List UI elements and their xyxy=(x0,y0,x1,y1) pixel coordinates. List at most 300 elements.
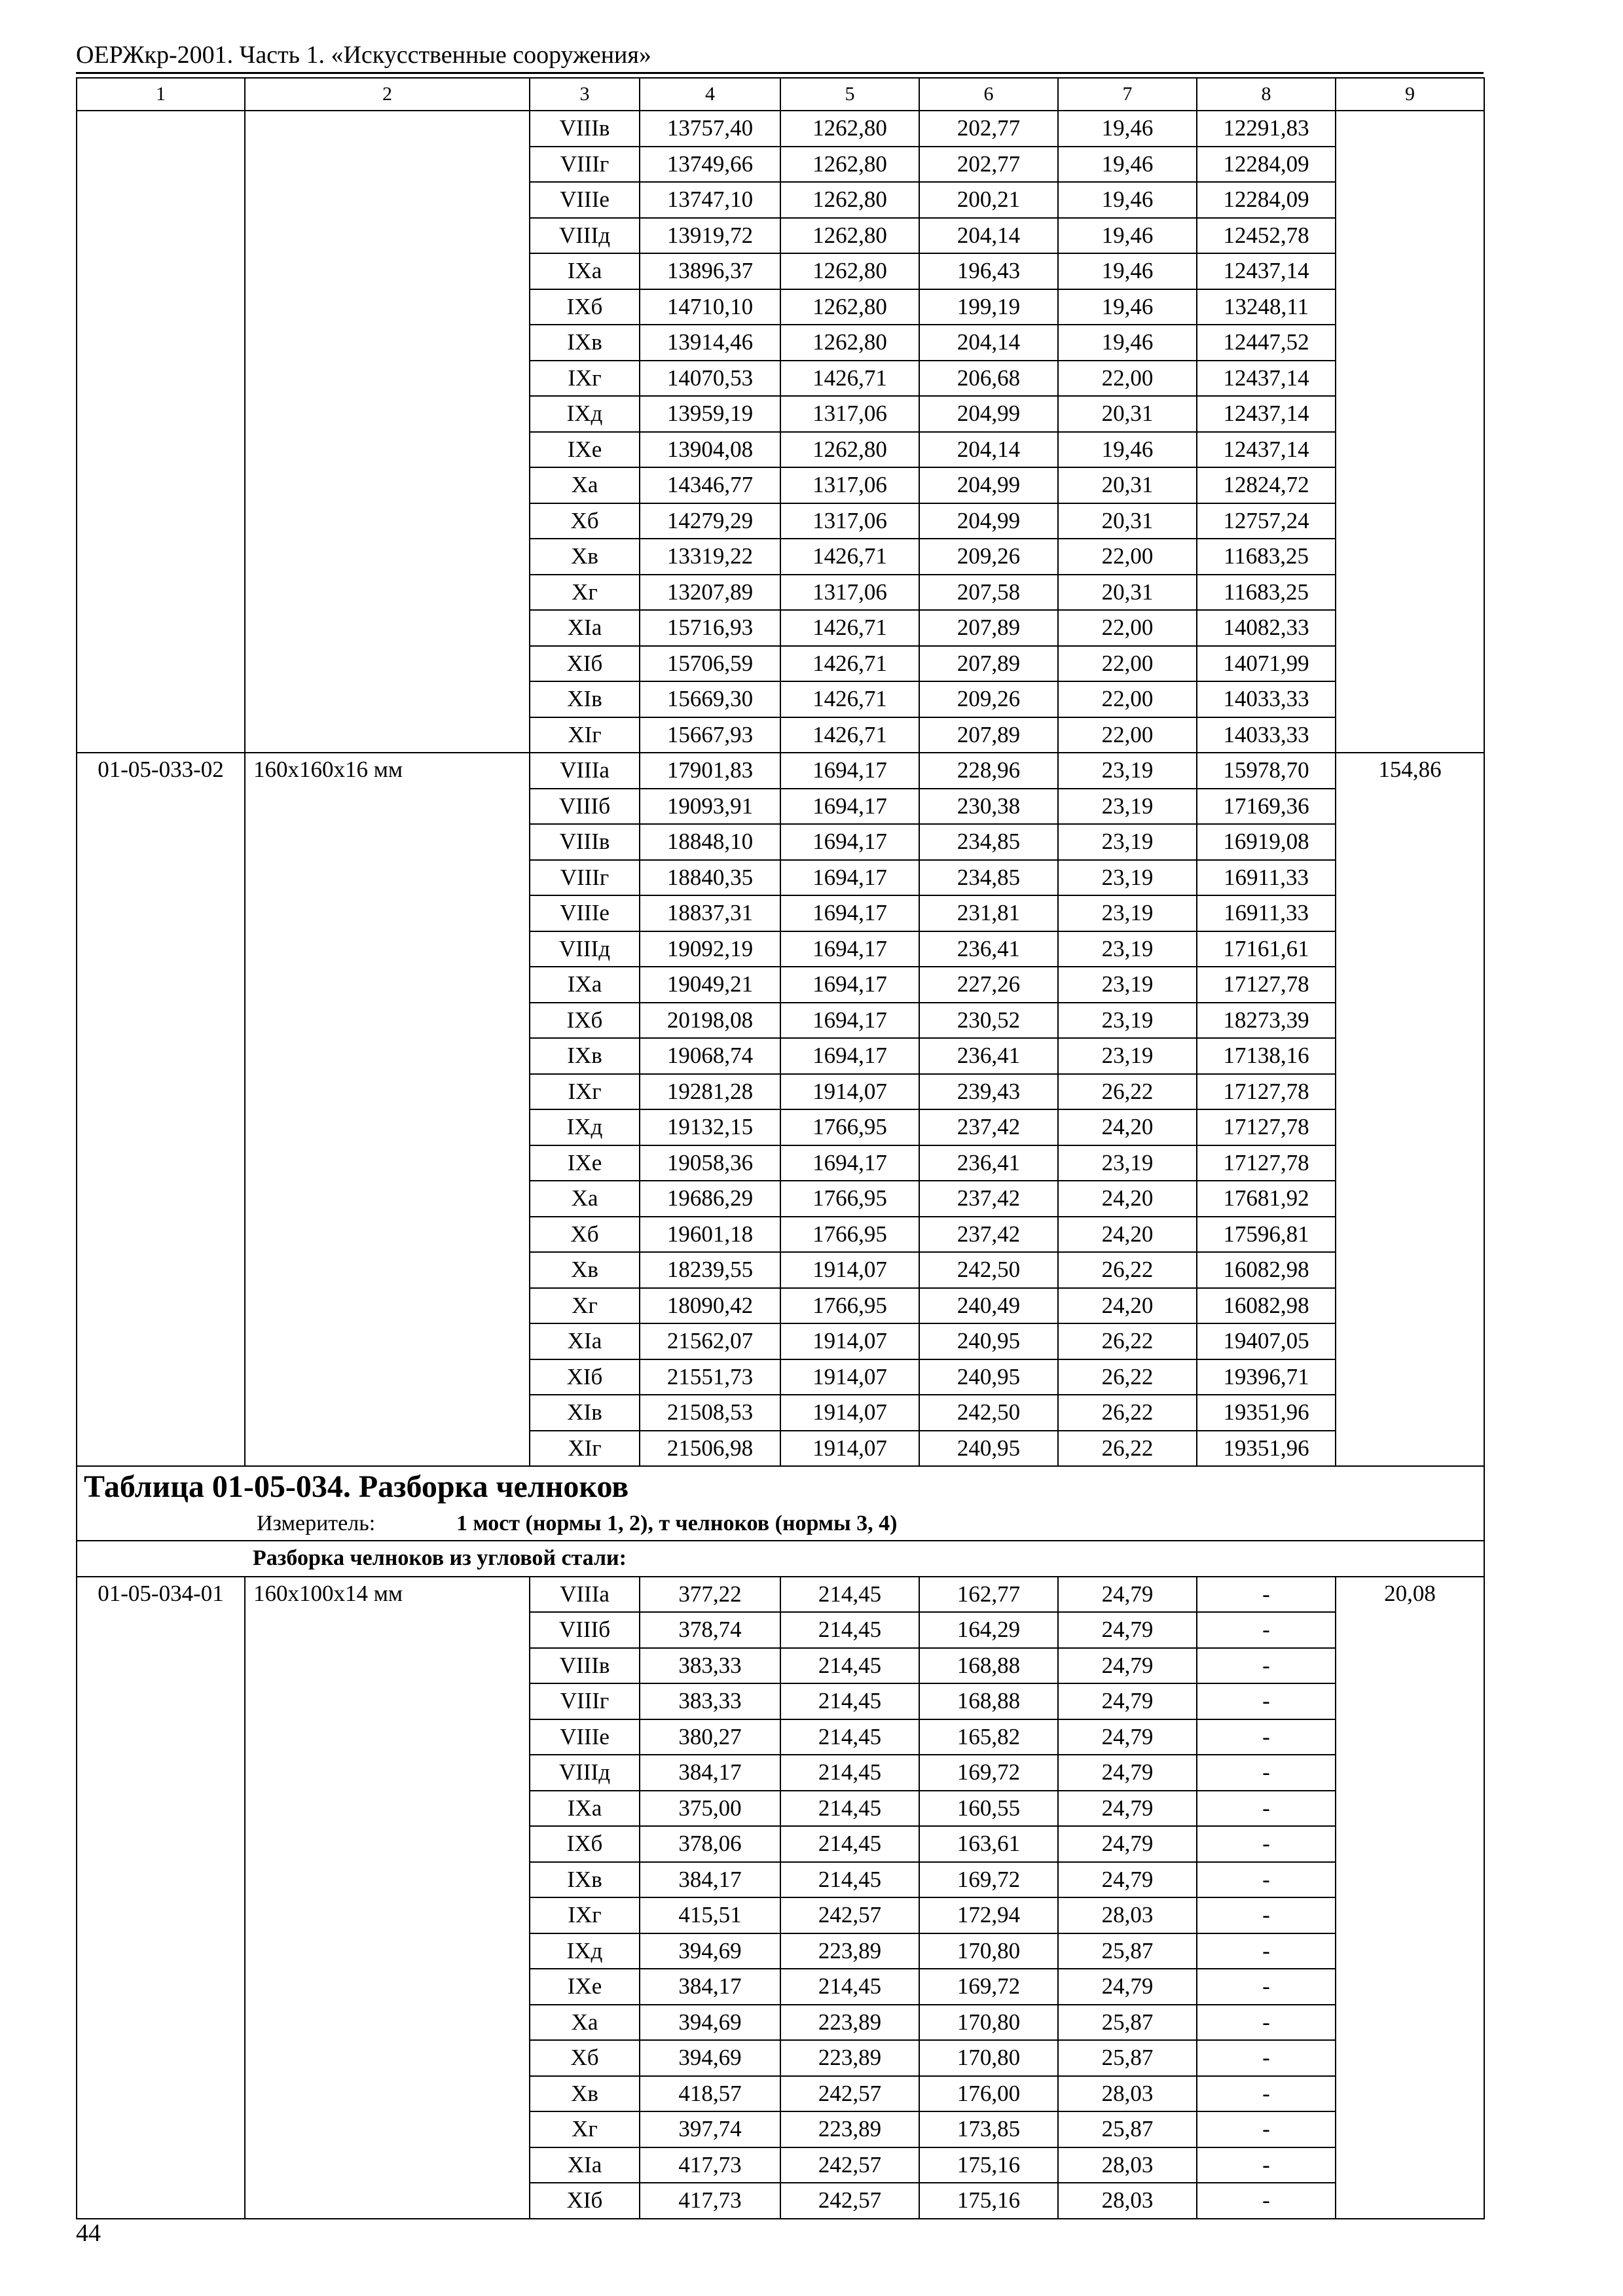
page-number: 44 xyxy=(76,2219,101,2247)
value-cell: 1317,06 xyxy=(780,575,919,611)
value-cell: 394,69 xyxy=(640,2005,780,2041)
value-cell: 18848,10 xyxy=(640,824,780,860)
value-cell: 176,00 xyxy=(919,2076,1058,2112)
value-cell: 17681,92 xyxy=(1197,1181,1336,1217)
zone-cell: VIIIв xyxy=(530,824,640,860)
value-cell: 26,22 xyxy=(1058,1252,1197,1288)
value-cell: 170,80 xyxy=(919,2040,1058,2076)
value-cell: 1262,80 xyxy=(780,147,919,183)
value-cell: 384,17 xyxy=(640,1969,780,2005)
value-cell: 11683,25 xyxy=(1197,575,1336,611)
value-cell: 239,43 xyxy=(919,1074,1058,1110)
subheading: Разборка челноков из угловой стали: xyxy=(245,1541,1484,1577)
column-number: 4 xyxy=(640,78,780,111)
value-cell: - xyxy=(1197,1826,1336,1862)
document-header: ОЕРЖкр-2001. Часть 1. «Искусственные сооружения» xyxy=(76,41,651,69)
value-cell: 21562,07 xyxy=(640,1323,780,1359)
value-cell: 1426,71 xyxy=(780,717,919,753)
value-cell: 20,31 xyxy=(1058,467,1197,503)
zone-cell: VIIIб xyxy=(530,789,640,825)
value-cell: 168,88 xyxy=(919,1683,1058,1719)
value-cell: 375,00 xyxy=(640,1791,780,1827)
value-cell: 209,26 xyxy=(919,681,1058,717)
value-cell: 214,45 xyxy=(780,1969,919,2005)
measure-cell xyxy=(77,1507,1484,1541)
value-cell: 17596,81 xyxy=(1197,1217,1336,1253)
value-cell: 242,57 xyxy=(780,1897,919,1933)
value-cell: 418,57 xyxy=(640,2076,780,2112)
value-cell: 14033,33 xyxy=(1197,717,1336,753)
value-cell: 28,03 xyxy=(1058,1897,1197,1933)
value-cell: 11683,25 xyxy=(1197,539,1336,575)
value-cell: 1694,17 xyxy=(780,1145,919,1181)
value-cell: 240,49 xyxy=(919,1288,1058,1324)
value-cell: 25,87 xyxy=(1058,2111,1197,2147)
value-cell: 1914,07 xyxy=(780,1323,919,1359)
value-cell: 14033,33 xyxy=(1197,681,1336,717)
value-cell: 1262,80 xyxy=(780,325,919,361)
value-cell: 12824,72 xyxy=(1197,467,1336,503)
value-cell: 383,33 xyxy=(640,1648,780,1684)
value-cell: 175,16 xyxy=(919,2183,1058,2219)
value-cell: 242,57 xyxy=(780,2183,919,2219)
value-cell: 19601,18 xyxy=(640,1217,780,1253)
value-cell: 204,14 xyxy=(919,325,1058,361)
value-cell: 380,27 xyxy=(640,1719,780,1755)
value-cell: 13959,19 xyxy=(640,396,780,432)
value-cell: 19686,29 xyxy=(640,1181,780,1217)
value-cell: 14279,29 xyxy=(640,503,780,539)
value-cell: 18837,31 xyxy=(640,895,780,931)
value-cell: 1426,71 xyxy=(780,646,919,682)
value-cell: 1262,80 xyxy=(780,182,919,218)
value-cell: 206,68 xyxy=(919,361,1058,397)
value-cell: 19049,21 xyxy=(640,967,780,1003)
value-cell: 234,85 xyxy=(919,824,1058,860)
value-cell: - xyxy=(1197,1897,1336,1933)
value-cell: 16911,33 xyxy=(1197,860,1336,896)
value-cell: 18273,39 xyxy=(1197,1003,1336,1039)
zone-cell: VIIIг xyxy=(530,147,640,183)
value-cell: 23,19 xyxy=(1058,753,1197,789)
value-cell: 13749,66 xyxy=(640,147,780,183)
value-cell: 1317,06 xyxy=(780,503,919,539)
value-cell: 23,19 xyxy=(1058,967,1197,1003)
value-cell: 20,31 xyxy=(1058,503,1197,539)
value-cell: 1262,80 xyxy=(780,218,919,254)
value-cell: 12447,52 xyxy=(1197,325,1336,361)
value-cell: 199,19 xyxy=(919,289,1058,325)
zone-cell: XIг xyxy=(530,1431,640,1467)
measure-value: 1 мост (нормы 1, 2), т челноков (нормы 3, 4) xyxy=(456,1511,898,1535)
column-number: 9 xyxy=(1336,78,1484,111)
value-cell: 12437,14 xyxy=(1197,396,1336,432)
measure-label: Измеритель: xyxy=(257,1511,376,1535)
value-cell: 1262,80 xyxy=(780,432,919,468)
value-cell: 214,45 xyxy=(780,1648,919,1684)
subheading-row xyxy=(77,1541,1484,1577)
value-cell: 17169,36 xyxy=(1197,789,1336,825)
value-cell: 202,77 xyxy=(919,111,1058,147)
value-cell: 202,77 xyxy=(919,147,1058,183)
value-cell: 17138,16 xyxy=(1197,1038,1336,1074)
value-cell: 214,45 xyxy=(780,1612,919,1648)
zone-cell: IXг xyxy=(530,361,640,397)
value-cell: 23,19 xyxy=(1058,860,1197,896)
value-cell: 15978,70 xyxy=(1197,753,1336,789)
value-cell: 394,69 xyxy=(640,2040,780,2076)
value-cell: 19351,96 xyxy=(1197,1395,1336,1431)
value-cell: 1694,17 xyxy=(780,1038,919,1074)
value-cell: 19,46 xyxy=(1058,182,1197,218)
value-cell: 1694,17 xyxy=(780,895,919,931)
value-cell: 242,57 xyxy=(780,2147,919,2183)
value-cell: 24,79 xyxy=(1058,1683,1197,1719)
value-cell: 24,79 xyxy=(1058,1612,1197,1648)
value-cell: - xyxy=(1197,1683,1336,1719)
value-cell: 23,19 xyxy=(1058,1038,1197,1074)
value-cell: 237,42 xyxy=(919,1109,1058,1145)
zone-cell: IXб xyxy=(530,289,640,325)
value-cell: 214,45 xyxy=(780,1791,919,1827)
value-cell: 24,20 xyxy=(1058,1288,1197,1324)
value-cell: 23,19 xyxy=(1058,824,1197,860)
value-cell: 170,80 xyxy=(919,1933,1058,1969)
value-cell: 13207,89 xyxy=(640,575,780,611)
zone-cell: IXд xyxy=(530,1109,640,1145)
zone-cell: IXд xyxy=(530,1933,640,1969)
value-cell: 168,88 xyxy=(919,1648,1058,1684)
value-cell: 24,79 xyxy=(1058,1826,1197,1862)
value-cell: 237,42 xyxy=(919,1181,1058,1217)
value-cell: 21508,53 xyxy=(640,1395,780,1431)
value-cell: 207,89 xyxy=(919,610,1058,646)
value-cell: 1426,71 xyxy=(780,681,919,717)
value-cell: 214,45 xyxy=(780,1683,919,1719)
zone-cell: Xв xyxy=(530,2076,640,2112)
value-cell: 240,95 xyxy=(919,1323,1058,1359)
value-cell: 223,89 xyxy=(780,2111,919,2147)
value-cell: 209,26 xyxy=(919,539,1058,575)
value-cell: 1914,07 xyxy=(780,1359,919,1395)
value-cell: 231,81 xyxy=(919,895,1058,931)
value-cell: 163,61 xyxy=(919,1826,1058,1862)
column-number: 5 xyxy=(780,78,919,111)
col9-cell: 154,86 xyxy=(1336,753,1484,1466)
zone-cell: IXг xyxy=(530,1897,640,1933)
value-cell: 19,46 xyxy=(1058,325,1197,361)
value-cell: 24,79 xyxy=(1058,1648,1197,1684)
zone-cell: VIIIд xyxy=(530,218,640,254)
col9-cell xyxy=(1336,111,1484,753)
value-cell: 28,03 xyxy=(1058,2183,1197,2219)
zone-cell: XIа xyxy=(530,1323,640,1359)
value-cell: 13919,72 xyxy=(640,218,780,254)
value-cell: 236,41 xyxy=(919,1038,1058,1074)
value-cell: 26,22 xyxy=(1058,1323,1197,1359)
zone-cell: XIб xyxy=(530,1359,640,1395)
value-cell: - xyxy=(1197,2076,1336,2112)
value-cell: - xyxy=(1197,1755,1336,1791)
zone-cell: IXб xyxy=(530,1003,640,1039)
value-cell: 214,45 xyxy=(780,1755,919,1791)
zone-cell: IXг xyxy=(530,1074,640,1110)
value-cell: - xyxy=(1197,2040,1336,2076)
value-cell: 21551,73 xyxy=(640,1359,780,1395)
zone-cell: IXе xyxy=(530,432,640,468)
value-cell: 13896,37 xyxy=(640,253,780,289)
value-cell: 14071,99 xyxy=(1197,646,1336,682)
value-cell: 165,82 xyxy=(919,1719,1058,1755)
value-cell: 1694,17 xyxy=(780,931,919,967)
value-cell: - xyxy=(1197,2183,1336,2219)
value-cell: 19092,19 xyxy=(640,931,780,967)
value-cell: 236,41 xyxy=(919,1145,1058,1181)
zone-cell: IXа xyxy=(530,1791,640,1827)
value-cell: 15667,93 xyxy=(640,717,780,753)
rates-table xyxy=(76,77,1485,2219)
value-cell: 204,99 xyxy=(919,503,1058,539)
value-cell: 14070,53 xyxy=(640,361,780,397)
value-cell: 240,95 xyxy=(919,1431,1058,1467)
value-cell: 18840,35 xyxy=(640,860,780,896)
value-cell: 23,19 xyxy=(1058,931,1197,967)
value-cell: 417,73 xyxy=(640,2183,780,2219)
value-cell: 19,46 xyxy=(1058,218,1197,254)
value-cell: 24,79 xyxy=(1058,1862,1197,1898)
zone-cell: Xг xyxy=(530,2111,640,2147)
value-cell: 378,74 xyxy=(640,1612,780,1648)
value-cell: 1914,07 xyxy=(780,1431,919,1467)
value-cell: 22,00 xyxy=(1058,646,1197,682)
value-cell: 19407,05 xyxy=(1197,1323,1336,1359)
value-cell: 228,96 xyxy=(919,753,1058,789)
value-cell: 214,45 xyxy=(780,1719,919,1755)
value-cell: 24,20 xyxy=(1058,1181,1197,1217)
value-cell: 236,41 xyxy=(919,931,1058,967)
zone-cell: Xг xyxy=(530,575,640,611)
value-cell: 18239,55 xyxy=(640,1252,780,1288)
value-cell: 204,99 xyxy=(919,396,1058,432)
value-cell: 1426,71 xyxy=(780,539,919,575)
value-cell: 19281,28 xyxy=(640,1074,780,1110)
value-cell: 230,38 xyxy=(919,789,1058,825)
value-cell: 23,19 xyxy=(1058,1003,1197,1039)
value-cell: 1694,17 xyxy=(780,860,919,896)
value-cell: 1766,95 xyxy=(780,1181,919,1217)
value-cell: 204,14 xyxy=(919,218,1058,254)
value-cell: 19,46 xyxy=(1058,147,1197,183)
norm-code-cell: 01-05-034-01 xyxy=(77,1577,245,2219)
value-cell: 24,79 xyxy=(1058,1577,1197,1613)
value-cell: 1262,80 xyxy=(780,289,919,325)
value-cell: 1317,06 xyxy=(780,467,919,503)
value-cell: 22,00 xyxy=(1058,361,1197,397)
value-cell: 12437,14 xyxy=(1197,361,1336,397)
value-cell: 377,22 xyxy=(640,1577,780,1613)
value-cell: 227,26 xyxy=(919,967,1058,1003)
table-title: Таблица 01-05-034. Разборка челноков xyxy=(77,1466,1484,1507)
zone-cell: IXб xyxy=(530,1826,640,1862)
value-cell: 1914,07 xyxy=(780,1074,919,1110)
zone-cell: VIIIв xyxy=(530,111,640,147)
value-cell: 17127,78 xyxy=(1197,1074,1336,1110)
zone-cell: IXд xyxy=(530,396,640,432)
value-cell: 175,16 xyxy=(919,2147,1058,2183)
zone-cell: Xб xyxy=(530,2040,640,2076)
value-cell: 1426,71 xyxy=(780,610,919,646)
value-cell: 196,43 xyxy=(919,253,1058,289)
zone-cell: IXа xyxy=(530,967,640,1003)
zone-cell: VIIIе xyxy=(530,895,640,931)
value-cell: 214,45 xyxy=(780,1826,919,1862)
zone-cell: XIа xyxy=(530,2147,640,2183)
value-cell: - xyxy=(1197,1969,1336,2005)
zone-cell: Xа xyxy=(530,1181,640,1217)
value-cell: 22,00 xyxy=(1058,717,1197,753)
value-cell: 204,99 xyxy=(919,467,1058,503)
value-cell: 22,00 xyxy=(1058,681,1197,717)
value-cell: 20,31 xyxy=(1058,575,1197,611)
value-cell: - xyxy=(1197,2005,1336,2041)
value-cell: 24,79 xyxy=(1058,1791,1197,1827)
column-number-row xyxy=(77,78,1484,111)
value-cell: 22,00 xyxy=(1058,610,1197,646)
value-cell: 242,50 xyxy=(919,1252,1058,1288)
zone-cell: Xб xyxy=(530,1217,640,1253)
value-cell: 28,03 xyxy=(1058,2147,1197,2183)
zone-cell: VIIIа xyxy=(530,753,640,789)
table-title-row xyxy=(77,1466,1484,1507)
value-cell: 172,94 xyxy=(919,1897,1058,1933)
value-cell: 170,80 xyxy=(919,2005,1058,2041)
table-body xyxy=(77,78,1484,2219)
zone-cell: XIб xyxy=(530,646,640,682)
value-cell: 14082,33 xyxy=(1197,610,1336,646)
value-cell: 23,19 xyxy=(1058,895,1197,931)
table-row xyxy=(77,753,1484,789)
value-cell: 19068,74 xyxy=(640,1038,780,1074)
zone-cell: XIв xyxy=(530,1395,640,1431)
value-cell: 24,79 xyxy=(1058,1755,1197,1791)
value-cell: 242,50 xyxy=(919,1395,1058,1431)
value-cell: 397,74 xyxy=(640,2111,780,2147)
value-cell: 1914,07 xyxy=(780,1252,919,1288)
zone-cell: VIIIб xyxy=(530,1612,640,1648)
value-cell: 22,00 xyxy=(1058,539,1197,575)
zone-cell: XIв xyxy=(530,681,640,717)
value-cell: 24,79 xyxy=(1058,1719,1197,1755)
value-cell: - xyxy=(1197,1719,1336,1755)
value-cell: 13904,08 xyxy=(640,432,780,468)
value-cell: 207,89 xyxy=(919,646,1058,682)
value-cell: - xyxy=(1197,1791,1336,1827)
value-cell: 230,52 xyxy=(919,1003,1058,1039)
column-number: 3 xyxy=(530,78,640,111)
value-cell: 1914,07 xyxy=(780,1395,919,1431)
value-cell: 207,89 xyxy=(919,717,1058,753)
column-number: 6 xyxy=(919,78,1058,111)
value-cell: 19,46 xyxy=(1058,289,1197,325)
value-cell: 240,95 xyxy=(919,1359,1058,1395)
value-cell: 13747,10 xyxy=(640,182,780,218)
value-cell: 16082,98 xyxy=(1197,1252,1336,1288)
value-cell: 1694,17 xyxy=(780,1003,919,1039)
value-cell: 12452,78 xyxy=(1197,218,1336,254)
value-cell: 21506,98 xyxy=(640,1431,780,1467)
value-cell: 13757,40 xyxy=(640,111,780,147)
value-cell: 25,87 xyxy=(1058,2005,1197,2041)
value-cell: 13248,11 xyxy=(1197,289,1336,325)
value-cell: 28,03 xyxy=(1058,2076,1197,2112)
value-cell: 223,89 xyxy=(780,1933,919,1969)
zone-cell: IXе xyxy=(530,1145,640,1181)
value-cell: - xyxy=(1197,2147,1336,2183)
column-number: 8 xyxy=(1197,78,1336,111)
value-cell: 223,89 xyxy=(780,2005,919,2041)
value-cell: 394,69 xyxy=(640,1933,780,1969)
zone-cell: Xг xyxy=(530,1288,640,1324)
value-cell: 14346,77 xyxy=(640,467,780,503)
value-cell: 204,14 xyxy=(919,432,1058,468)
value-cell: 19058,36 xyxy=(640,1145,780,1181)
zone-cell: XIа xyxy=(530,610,640,646)
value-cell: - xyxy=(1197,1612,1336,1648)
table-row xyxy=(77,111,1484,147)
value-cell: 384,17 xyxy=(640,1862,780,1898)
value-cell: 26,22 xyxy=(1058,1431,1197,1467)
value-cell: 17161,61 xyxy=(1197,931,1336,967)
description-cell xyxy=(245,111,530,753)
zone-cell: IXа xyxy=(530,253,640,289)
value-cell: 415,51 xyxy=(640,1897,780,1933)
zone-cell: IXе xyxy=(530,1969,640,2005)
value-cell: 19,46 xyxy=(1058,432,1197,468)
value-cell: 162,77 xyxy=(919,1577,1058,1613)
value-cell: 214,45 xyxy=(780,1862,919,1898)
zone-cell: VIIIг xyxy=(530,1683,640,1719)
value-cell: 1694,17 xyxy=(780,753,919,789)
value-cell: 26,22 xyxy=(1058,1395,1197,1431)
value-cell: 19093,91 xyxy=(640,789,780,825)
zone-cell: Xа xyxy=(530,2005,640,2041)
zone-cell: VIIIг xyxy=(530,860,640,896)
value-cell: 19396,71 xyxy=(1197,1359,1336,1395)
description-cell: 160х100х14 мм xyxy=(245,1577,530,2219)
value-cell: 169,72 xyxy=(919,1755,1058,1791)
col9-cell: 20,08 xyxy=(1336,1577,1484,2219)
value-cell: 383,33 xyxy=(640,1683,780,1719)
zone-cell: XIб xyxy=(530,2183,640,2219)
value-cell: 1317,06 xyxy=(780,396,919,432)
value-cell: 17901,83 xyxy=(640,753,780,789)
column-number: 2 xyxy=(245,78,530,111)
column-number: 7 xyxy=(1058,78,1197,111)
zone-cell: VIIIе xyxy=(530,182,640,218)
zone-cell: Xв xyxy=(530,1252,640,1288)
value-cell: 15716,93 xyxy=(640,610,780,646)
value-cell: 14710,10 xyxy=(640,289,780,325)
description-cell: 160х160х16 мм xyxy=(245,753,530,1466)
value-cell: 237,42 xyxy=(919,1217,1058,1253)
value-cell: 242,57 xyxy=(780,2076,919,2112)
value-cell: 20,31 xyxy=(1058,396,1197,432)
value-cell: 13914,46 xyxy=(640,325,780,361)
value-cell: 169,72 xyxy=(919,1969,1058,2005)
value-cell: 1262,80 xyxy=(780,111,919,147)
zone-cell: IXв xyxy=(530,1038,640,1074)
value-cell: 16082,98 xyxy=(1197,1288,1336,1324)
